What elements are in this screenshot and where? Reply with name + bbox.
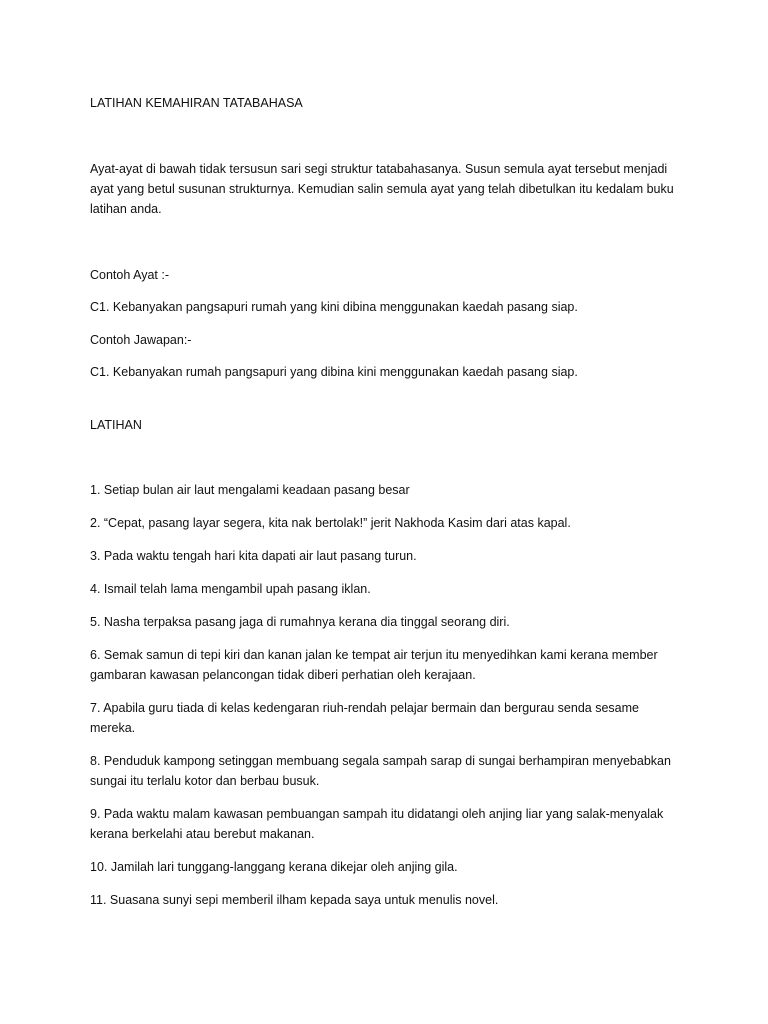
document-title: LATIHAN KEMAHIRAN TATABAHASA [90,96,303,110]
example-answer: C1. Kebanyakan rumah pangsapuri yang dibina kini menggunakan kaedah pasang siap. [90,365,578,379]
example-label: Contoh Ayat :- [90,268,169,282]
exercise-item: 2. “Cepat, pasang layar segera, kita nak bertolak!” jerit Nakhoda Kasim dari atas kapal. [90,516,571,530]
example-sentence: C1. Kebanyakan pangsapuri rumah yang kini dibina menggunakan kaedah pasang siap. [90,300,578,314]
exercise-item: 9. Pada waktu malam kawasan pembuangan sampah itu didatangi oleh anjing liar yang salak-menyalak kerana berkelahi atau berebut makanan. [90,807,664,841]
instruction-paragraph: Ayat-ayat di bawah tidak tersusun sari segi struktur tatabahasanya. Susun semula ayat tersebut menjadi ayat yang betul susunan strukturnya. Kemudian salin semula ayat yang telah dibetulkan itu kedalam buku latihan anda. [90,162,674,216]
exercise-item: 5. Nasha terpaksa pasang jaga di rumahnya kerana dia tinggal seorang diri. [90,615,510,629]
exercise-item: 8. Penduduk kampong setinggan membuang segala sampah sarap di sungai berhampiran menyebabkan sungai itu terlalu kotor dan berbau busuk. [90,754,671,788]
exercise-item: 6. Semak samun di tepi kiri dan kanan jalan ke tempat air terjun itu menyedihkan kami kerana member gambaran kawasan pelancongan tidak diberi perhatian oleh kerajaan. [90,648,658,682]
example-answer-label: Contoh Jawapan:- [90,333,192,347]
exercise-item: 7. Apabila guru tiada di kelas kedengaran riuh-rendah pelajar bermain dan bergurau senda sesame mereka. [90,701,639,735]
exercise-item: 11. Suasana sunyi sepi memberil ilham kepada saya untuk menulis novel. [90,893,499,907]
exercise-item: 4. Ismail telah lama mengambil upah pasang iklan. [90,582,371,596]
exercise-list [90,480,680,910]
section-title: LATIHAN [90,418,142,432]
exercise-item: 10. Jamilah lari tunggang-langgang kerana dikejar oleh anjing gila. [90,860,458,874]
document-content [90,93,680,923]
exercise-item: 1. Setiap bulan air laut mengalami keadaan pasang besar [90,483,410,497]
exercise-item: 3. Pada waktu tengah hari kita dapati air laut pasang turun. [90,549,417,563]
